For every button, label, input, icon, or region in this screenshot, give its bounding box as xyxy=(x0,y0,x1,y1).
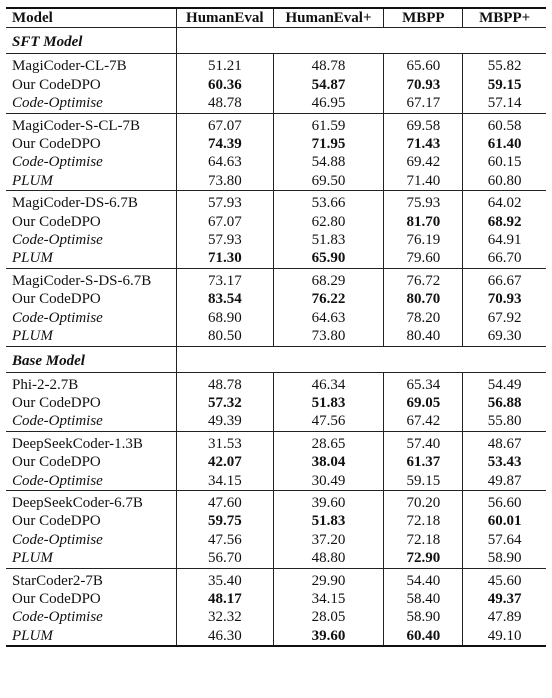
score-cell: 68.90 xyxy=(177,309,274,327)
score-cell: 76.22 xyxy=(273,290,384,308)
section-row xyxy=(6,28,546,54)
score-cell: 48.78 xyxy=(177,94,274,113)
score-cell: 60.36 xyxy=(177,76,274,94)
score-cell: 76.19 xyxy=(384,231,463,249)
score-cell: 46.95 xyxy=(273,94,384,113)
header-model: Model xyxy=(6,8,177,28)
score-cell: 28.65 xyxy=(273,431,384,453)
score-cell: 72.18 xyxy=(384,531,463,549)
score-cell: 69.05 xyxy=(384,394,463,412)
score-cell: 68.29 xyxy=(273,268,384,290)
model-name-cell: Our CodeDPO xyxy=(12,291,101,308)
section-title: SFT Model xyxy=(6,28,177,54)
table-row xyxy=(6,490,546,512)
score-cell: 79.60 xyxy=(384,249,463,268)
score-cell: 54.88 xyxy=(273,153,384,171)
model-name-cell: Our CodeDPO xyxy=(12,590,101,607)
score-cell: 60.40 xyxy=(384,627,463,646)
model-name-cell: DeepSeekCoder-6.7B xyxy=(6,490,177,512)
model-name-cell: Phi-2-2.7B xyxy=(6,372,177,394)
model-name-cell: Our CodeDPO xyxy=(12,394,101,411)
score-cell: 51.83 xyxy=(273,394,384,412)
score-cell: 57.93 xyxy=(177,191,274,213)
model-name-cell: Our CodeDPO xyxy=(12,76,101,93)
score-cell: 38.04 xyxy=(273,453,384,471)
table-row xyxy=(6,113,546,135)
score-cell: 65.34 xyxy=(384,372,463,394)
score-cell: 65.60 xyxy=(384,54,463,76)
score-cell: 49.37 xyxy=(463,590,546,608)
model-name-cell: PLUM xyxy=(12,550,53,567)
table-row xyxy=(6,549,546,568)
score-cell: 55.82 xyxy=(463,54,546,76)
score-cell: 78.20 xyxy=(384,309,463,327)
section-spacer xyxy=(273,346,384,372)
score-cell: 47.56 xyxy=(273,412,384,431)
score-cell: 34.15 xyxy=(177,472,274,491)
score-cell: 60.15 xyxy=(463,153,546,171)
score-cell: 56.88 xyxy=(463,394,546,412)
section-spacer xyxy=(273,28,384,54)
table-row xyxy=(6,568,546,590)
score-cell: 66.67 xyxy=(463,268,546,290)
score-cell: 39.60 xyxy=(273,490,384,512)
score-cell: 55.80 xyxy=(463,412,546,431)
score-cell: 70.93 xyxy=(463,290,546,308)
section-spacer xyxy=(463,346,546,372)
score-cell: 51.83 xyxy=(273,231,384,249)
score-cell: 67.07 xyxy=(177,213,274,231)
section-spacer xyxy=(384,28,463,54)
model-name-cell: Code-Optimise xyxy=(12,413,103,430)
score-cell: 64.63 xyxy=(177,153,274,171)
section-spacer xyxy=(384,346,463,372)
table-row xyxy=(6,213,546,231)
score-cell: 32.32 xyxy=(177,608,274,626)
section-spacer xyxy=(177,28,274,54)
model-name-cell: Code-Optimise xyxy=(12,95,103,112)
header-mbpp-plus: MBPP+ xyxy=(463,8,546,28)
table-row xyxy=(6,76,546,94)
score-cell: 28.05 xyxy=(273,608,384,626)
table-row xyxy=(6,627,546,646)
table-row xyxy=(6,191,546,213)
score-cell: 45.60 xyxy=(463,568,546,590)
score-cell: 70.93 xyxy=(384,76,463,94)
score-cell: 56.60 xyxy=(463,490,546,512)
table-row xyxy=(6,608,546,626)
score-cell: 49.87 xyxy=(463,472,546,491)
score-cell: 80.50 xyxy=(177,327,274,346)
model-name-cell: StarCoder2-7B xyxy=(6,568,177,590)
score-cell: 69.50 xyxy=(273,172,384,191)
score-cell: 70.20 xyxy=(384,490,463,512)
score-cell: 59.15 xyxy=(384,472,463,491)
score-cell: 71.40 xyxy=(384,172,463,191)
table-row xyxy=(6,54,546,76)
score-cell: 72.90 xyxy=(384,549,463,568)
score-cell: 67.42 xyxy=(384,412,463,431)
score-cell: 60.01 xyxy=(463,512,546,530)
score-cell: 67.92 xyxy=(463,309,546,327)
score-cell: 74.39 xyxy=(177,135,274,153)
score-cell: 54.49 xyxy=(463,372,546,394)
score-cell: 64.91 xyxy=(463,231,546,249)
score-cell: 48.67 xyxy=(463,431,546,453)
table-row xyxy=(6,327,546,346)
model-name-cell: MagiCoder-S-CL-7B xyxy=(6,113,177,135)
model-name-cell: Code-Optimise xyxy=(12,531,103,548)
score-cell: 37.20 xyxy=(273,531,384,549)
table-row xyxy=(6,431,546,453)
score-cell: 51.83 xyxy=(273,512,384,530)
score-cell: 57.64 xyxy=(463,531,546,549)
model-name-cell: PLUM xyxy=(12,328,53,345)
table-row xyxy=(6,472,546,491)
table-row xyxy=(6,412,546,431)
score-cell: 61.40 xyxy=(463,135,546,153)
score-cell: 46.30 xyxy=(177,627,274,646)
score-cell: 67.07 xyxy=(177,113,274,135)
table-row xyxy=(6,590,546,608)
model-name-cell: MagiCoder-S-DS-6.7B xyxy=(6,268,177,290)
table-row xyxy=(6,268,546,290)
score-cell: 46.34 xyxy=(273,372,384,394)
section-row xyxy=(6,346,546,372)
score-cell: 58.90 xyxy=(384,608,463,626)
score-cell: 57.40 xyxy=(384,431,463,453)
score-cell: 58.90 xyxy=(463,549,546,568)
score-cell: 39.60 xyxy=(273,627,384,646)
score-cell: 49.39 xyxy=(177,412,274,431)
table-row xyxy=(6,135,546,153)
score-cell: 51.21 xyxy=(177,54,274,76)
table-row xyxy=(6,531,546,549)
model-name-cell: PLUM xyxy=(12,172,53,189)
model-name-cell: Code-Optimise xyxy=(12,472,103,489)
header-row xyxy=(6,8,546,28)
score-cell: 73.80 xyxy=(273,327,384,346)
section-spacer xyxy=(177,346,274,372)
score-cell: 47.60 xyxy=(177,490,274,512)
score-cell: 62.80 xyxy=(273,213,384,231)
score-cell: 48.78 xyxy=(273,54,384,76)
score-cell: 59.15 xyxy=(463,76,546,94)
score-cell: 47.56 xyxy=(177,531,274,549)
score-cell: 76.72 xyxy=(384,268,463,290)
results-table xyxy=(6,7,546,647)
table-row xyxy=(6,453,546,471)
score-cell: 72.18 xyxy=(384,512,463,530)
score-cell: 42.07 xyxy=(177,453,274,471)
score-cell: 56.70 xyxy=(177,549,274,568)
score-cell: 30.49 xyxy=(273,472,384,491)
score-cell: 71.43 xyxy=(384,135,463,153)
table-row xyxy=(6,372,546,394)
score-cell: 81.70 xyxy=(384,213,463,231)
header-mbpp: MBPP xyxy=(384,8,463,28)
model-name-cell: Our CodeDPO xyxy=(12,213,101,230)
score-cell: 48.78 xyxy=(177,372,274,394)
score-cell: 54.87 xyxy=(273,76,384,94)
section-title: Base Model xyxy=(6,346,177,372)
score-cell: 47.89 xyxy=(463,608,546,626)
header-humaneval: HumanEval xyxy=(177,8,274,28)
model-name-cell: MagiCoder-DS-6.7B xyxy=(6,191,177,213)
table-row xyxy=(6,172,546,191)
score-cell: 64.02 xyxy=(463,191,546,213)
table-body xyxy=(6,28,546,646)
model-name-cell: Our CodeDPO xyxy=(12,454,101,471)
score-cell: 57.32 xyxy=(177,394,274,412)
table-row xyxy=(6,290,546,308)
score-cell: 83.54 xyxy=(177,290,274,308)
model-name-cell: Code-Optimise xyxy=(12,232,103,249)
score-cell: 60.80 xyxy=(463,172,546,191)
score-cell: 67.17 xyxy=(384,94,463,113)
score-cell: 75.93 xyxy=(384,191,463,213)
score-cell: 48.17 xyxy=(177,590,274,608)
score-cell: 59.75 xyxy=(177,512,274,530)
score-cell: 73.17 xyxy=(177,268,274,290)
score-cell: 73.80 xyxy=(177,172,274,191)
table-row xyxy=(6,394,546,412)
score-cell: 57.14 xyxy=(463,94,546,113)
table-row xyxy=(6,231,546,249)
table-row xyxy=(6,512,546,530)
table-row xyxy=(6,309,546,327)
score-cell: 69.58 xyxy=(384,113,463,135)
model-name-cell: PLUM xyxy=(6,627,177,646)
model-name-cell: Our CodeDPO xyxy=(12,136,101,153)
score-cell: 65.90 xyxy=(273,249,384,268)
section-spacer xyxy=(463,28,546,54)
score-cell: 48.80 xyxy=(273,549,384,568)
table-row xyxy=(6,94,546,113)
score-cell: 58.40 xyxy=(384,590,463,608)
table-row xyxy=(6,153,546,171)
score-cell: 60.58 xyxy=(463,113,546,135)
score-cell: 66.70 xyxy=(463,249,546,268)
score-cell: 61.37 xyxy=(384,453,463,471)
score-cell: 35.40 xyxy=(177,568,274,590)
score-cell: 71.30 xyxy=(177,249,274,268)
score-cell: 57.93 xyxy=(177,231,274,249)
header-humaneval-plus: HumanEval+ xyxy=(273,8,384,28)
model-name-cell: Code-Optimise xyxy=(12,609,103,626)
model-name-cell: Code-Optimise xyxy=(12,309,103,326)
model-name-cell: MagiCoder-CL-7B xyxy=(6,54,177,76)
score-cell: 53.66 xyxy=(273,191,384,213)
score-cell: 53.43 xyxy=(463,453,546,471)
model-name-cell: DeepSeekCoder-1.3B xyxy=(6,431,177,453)
score-cell: 80.70 xyxy=(384,290,463,308)
model-name-cell: Code-Optimise xyxy=(12,154,103,171)
score-cell: 49.10 xyxy=(463,627,546,646)
score-cell: 69.30 xyxy=(463,327,546,346)
score-cell: 69.42 xyxy=(384,153,463,171)
model-name-cell: PLUM xyxy=(12,250,53,267)
score-cell: 29.90 xyxy=(273,568,384,590)
model-name-cell: Our CodeDPO xyxy=(12,513,101,530)
score-cell: 31.53 xyxy=(177,431,274,453)
score-cell: 71.95 xyxy=(273,135,384,153)
score-cell: 68.92 xyxy=(463,213,546,231)
score-cell: 34.15 xyxy=(273,590,384,608)
score-cell: 61.59 xyxy=(273,113,384,135)
score-cell: 54.40 xyxy=(384,568,463,590)
table-row xyxy=(6,249,546,268)
score-cell: 80.40 xyxy=(384,327,463,346)
score-cell: 64.63 xyxy=(273,309,384,327)
